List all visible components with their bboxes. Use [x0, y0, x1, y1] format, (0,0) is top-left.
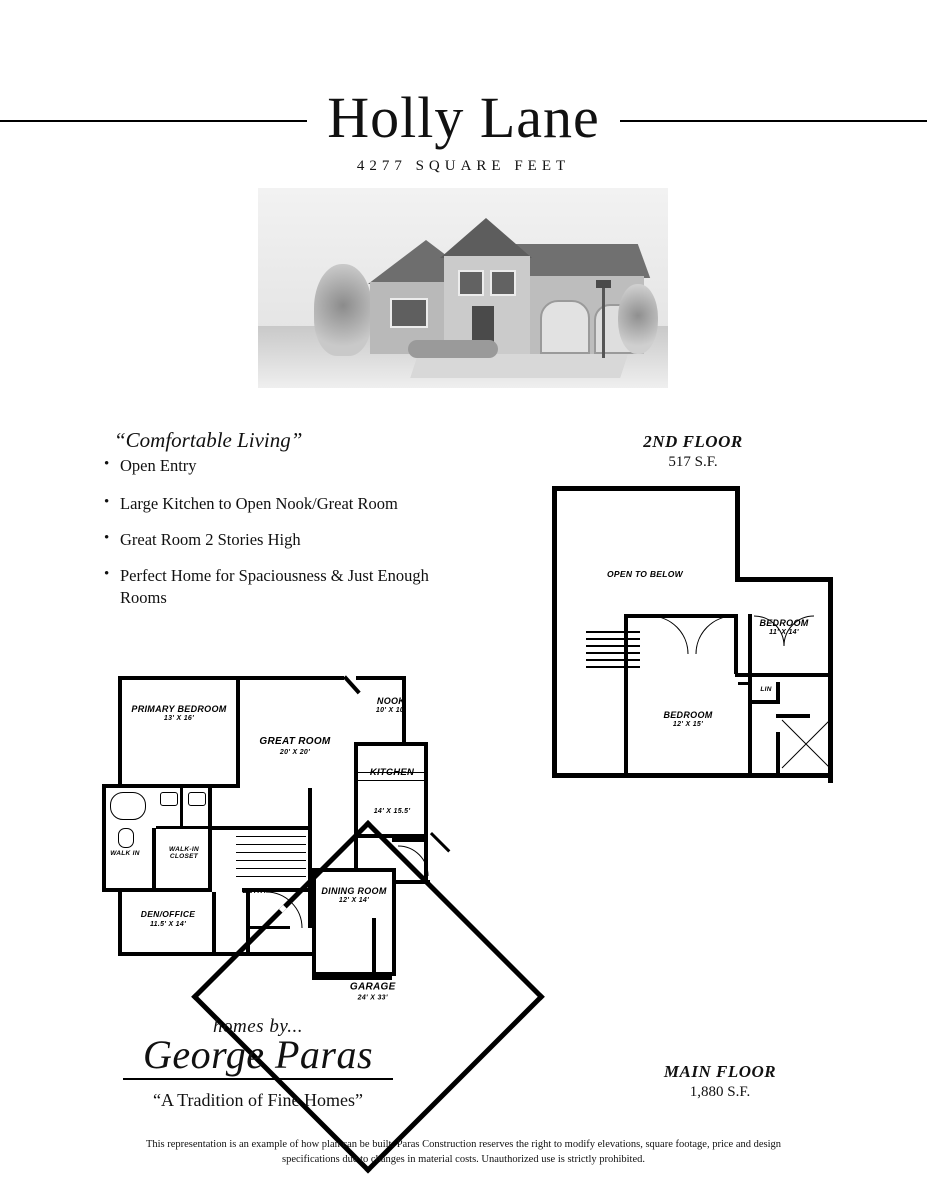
wall: [358, 742, 406, 746]
list-item: [100, 529, 430, 551]
bullet-icon: •: [104, 456, 110, 472]
disclaimer-line-2: specifications due to changes in material costs. Unauthorized use is strictly prohibited.: [281, 1154, 646, 1166]
wall: [552, 486, 740, 491]
room-label-nook: [358, 696, 424, 715]
room-label-great-room: [240, 736, 350, 757]
logo-builder-name: George Paras: [142, 1032, 374, 1077]
wall: [152, 828, 156, 892]
room-name: BEDROOM: [663, 710, 713, 720]
photo-roof-center: [440, 218, 532, 258]
logo-underline: [123, 1078, 393, 1080]
feature-text: Large Kitchen to Open Nook/Great Room: [120, 493, 398, 513]
stair-tread: [586, 652, 640, 654]
page-title: Holly Lane: [327, 85, 600, 150]
room-name: WALK IN: [110, 850, 140, 857]
stair-tread: [236, 860, 306, 861]
photo-tree-left: [314, 264, 372, 356]
stair-tread: [586, 631, 640, 633]
tub-icon: [110, 792, 146, 820]
wall: [358, 676, 406, 680]
page-header: [0, 85, 927, 150]
door-swing-icon: [648, 614, 740, 656]
room-name: GREAT ROOM: [259, 736, 331, 747]
room-label-primary-bedroom: [122, 704, 236, 723]
wall: [735, 486, 740, 582]
room-dim: 11.5' X 14': [149, 920, 187, 928]
wall: [748, 773, 833, 778]
wall: [208, 784, 212, 892]
room-name: OPEN TO BELOW: [607, 569, 683, 579]
wall: [430, 832, 451, 853]
disclaimer-line-1: This representation is an example of how plan can be built. Paras Construction reserves the right to modify elevations, square footage, price and design: [145, 1139, 782, 1150]
bullet-icon: •: [104, 493, 110, 510]
builder-logo: [108, 1016, 408, 1111]
wall: [118, 952, 246, 956]
second-floor-label: [553, 432, 833, 471]
main-floor-area: 1,880 S.F.: [689, 1084, 751, 1100]
room-dim: 11' X 14': [769, 629, 799, 637]
wall: [354, 742, 358, 838]
garage-block: [191, 820, 545, 1174]
counter-line: [358, 780, 426, 781]
wall: [118, 676, 122, 788]
wall: [392, 838, 428, 842]
room-dim-kitchen: [354, 808, 430, 816]
room-dim: 14' X 15.5': [373, 808, 411, 815]
bullet-icon: •: [104, 529, 110, 546]
disclaimer: [100, 1137, 827, 1167]
feature-text: Perfect Home for Spaciousness & Just Enough Rooms: [120, 565, 429, 607]
list-item: [100, 455, 430, 477]
room-name: WALK-IN CLOSET: [169, 846, 199, 861]
photo-window-1: [390, 298, 428, 328]
wall: [156, 826, 212, 829]
sink-icon: [160, 792, 178, 806]
room-label-kitchen: [354, 768, 430, 779]
main-floor-label: [600, 1062, 840, 1101]
sink-icon: [188, 792, 206, 806]
stair-tread: [236, 836, 306, 837]
wall: [402, 742, 428, 746]
room-dim: 10' X 10': [375, 707, 407, 715]
photo-window-2: [458, 270, 484, 296]
room-label-entry: [232, 888, 278, 896]
wall: [240, 676, 344, 680]
second-floor-name: 2ND FLOOR: [643, 432, 743, 451]
main-floor-name: MAIN FLOOR: [663, 1062, 777, 1081]
wall: [118, 676, 240, 680]
room-label-bedroom-1: [738, 618, 830, 637]
header-rule-right: [620, 120, 927, 122]
stair-tread: [236, 844, 306, 845]
features-section: [100, 428, 430, 623]
logo-homes-by: homes by...: [213, 1016, 303, 1037]
wall: [748, 700, 778, 704]
room-label-walk-in-closet: [158, 846, 210, 861]
photo-lamp-head: [596, 280, 611, 288]
room-name: NOOK: [376, 696, 406, 706]
wall: [308, 788, 312, 830]
photo-vignette: [258, 188, 668, 388]
room-name: ENTRY: [242, 888, 268, 895]
room-name: LIN: [760, 686, 772, 693]
room-label-den-office: [122, 910, 214, 929]
features-heading: “Comfortable Living”: [114, 428, 303, 452]
wall: [735, 577, 833, 582]
room-label-walk-in: [104, 850, 146, 857]
stair-tread: [586, 645, 640, 647]
room-dim: 24' X 33': [357, 994, 388, 1002]
stair-tread: [236, 876, 306, 877]
feature-text: Great Room 2 Stories High: [120, 529, 301, 549]
features-list: [100, 455, 430, 609]
room-name: GARAGE: [349, 981, 396, 993]
stair-tread: [236, 852, 306, 853]
photo-lamp-post: [602, 284, 605, 358]
house-exterior-photo: [258, 188, 668, 388]
room-label-dining-room: [316, 886, 392, 905]
toilet-icon: [118, 828, 134, 848]
second-floor-area: 517 S.F.: [668, 454, 718, 470]
wall: [364, 820, 544, 1000]
room-label-garage: [288, 982, 458, 1003]
photo-shrubs: [408, 340, 498, 358]
room-label-open-to-below: [570, 570, 720, 580]
room-name: DEN/OFFICE: [140, 909, 196, 919]
room-dim: 12' X 14': [338, 897, 370, 905]
wall: [212, 826, 312, 830]
wall: [738, 682, 752, 685]
room-name: KITCHEN: [369, 767, 415, 778]
stair-tread: [236, 868, 306, 869]
list-item: [100, 493, 430, 515]
logo-tagline: “A Tradition of Fine Homes”: [153, 1090, 363, 1110]
list-item: [100, 565, 430, 609]
room-label-linen: [752, 686, 780, 693]
room-dim: 12' X 15': [672, 721, 704, 729]
room-name: BEDROOM: [759, 618, 809, 628]
wall: [236, 676, 240, 788]
wall: [102, 784, 158, 788]
room-name: DINING ROOM: [321, 886, 387, 896]
room-dim: 20' X 20': [279, 748, 311, 756]
photo-tree-right: [618, 284, 658, 354]
room-name: PRIMARY BEDROOM: [131, 704, 227, 714]
header-rule-left: [0, 120, 307, 122]
stair-tread: [586, 638, 640, 640]
wall: [424, 742, 428, 838]
room-dim: 13' X 16': [163, 715, 195, 723]
stair-tread: [586, 659, 640, 661]
photo-window-3: [490, 270, 516, 296]
closet-x-icon: [780, 718, 832, 770]
bullet-icon: •: [104, 565, 110, 582]
feature-text: Open Entry: [120, 456, 197, 475]
page-subtitle: 4277 SQUARE FEET: [356, 158, 571, 174]
wall: [102, 784, 106, 892]
wall: [180, 784, 183, 828]
photo-garage-door-1: [540, 300, 590, 354]
